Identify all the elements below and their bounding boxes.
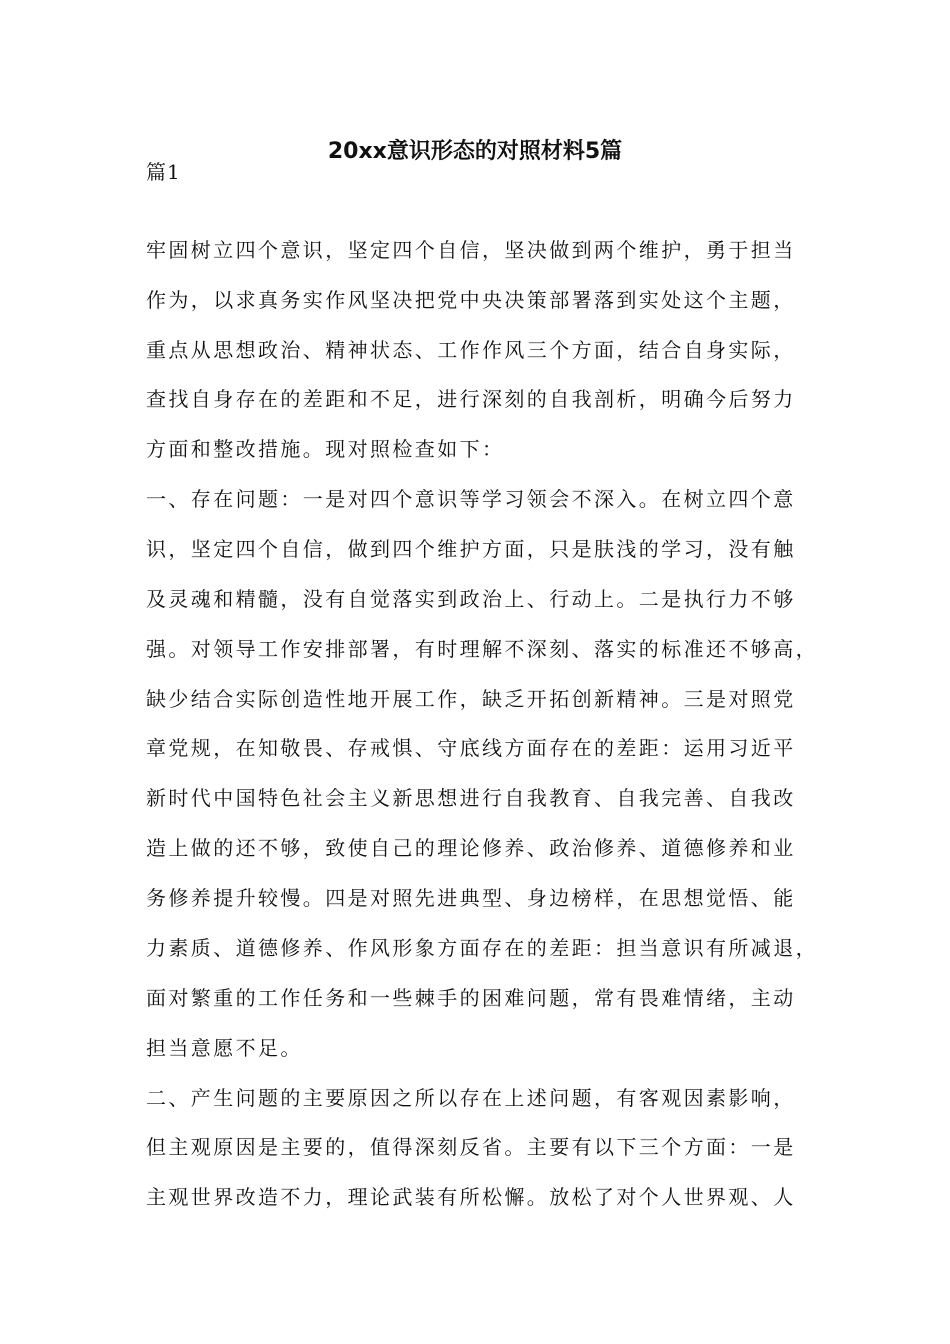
text-line-10: 缺少结合实际创造性地开展工作，缺乏开拓创新精神。三是对照党: [146, 687, 796, 711]
text-line-5: 方面和整改措施。现对照检查如下：: [146, 437, 505, 461]
text-line-8: 及灵魂和精髓，没有自觉落实到政治上、行动上。二是执行力不够: [146, 587, 796, 611]
text-line-12: 新时代中国特色社会主义新思想进行自我教育、自我完善、自我改: [146, 786, 796, 810]
text-line-3: 重点从思想政治、精神状态、工作作风三个方面，结合自身实际，: [146, 338, 796, 362]
text-line-16: 面对繁重的工作任务和一些棘手的困难问题，常有畏难情绪，主动: [146, 986, 796, 1010]
section-label: 篇1: [146, 160, 181, 184]
text-line-1: 牢固树立四个意识，坚定四个自信，坚决做到两个维护，勇于担当: [146, 238, 796, 262]
text-line-7: 识，坚定四个自信，做到四个维护方面，只是肤浅的学习，没有触: [146, 537, 796, 561]
text-line-17: 担当意愿不足。: [146, 1036, 303, 1060]
text-line-18: 二、产生问题的主要原因之所以存在上述问题，有客观因素影响，: [146, 1086, 796, 1110]
text-line-14: 务修养提升较慢。四是对照先进典型、身边榜样，在思想觉悟、能: [146, 886, 796, 910]
text-line-11: 章党规，在知敬畏、存戒惧、守底线方面存在的差距：运用习近平: [146, 736, 796, 760]
text-line-2: 作为，以求真务实作风坚决把党中央决策部署落到实处这个主题，: [146, 288, 796, 312]
document-title: 20xx意识形态的对照材料5篇: [327, 139, 623, 164]
text-line-19: 但主观原因是主要的，值得深刻反省。主要有以下三个方面：一是: [146, 1135, 796, 1159]
text-line-20: 主观世界改造不力，理论武装有所松懈。放松了对个人世界观、人: [146, 1185, 796, 1209]
text-line-4: 查找自身存在的差距和不足，进行深刻的自我剖析，明确今后努力: [146, 387, 796, 411]
text-line-6: 一、存在问题：一是对四个意识等学习领会不深入。在树立四个意: [146, 487, 796, 511]
text-line-9: 强。对领导工作安排部署，有时理解不深刻、落实的标准还不够高，: [146, 637, 818, 661]
text-line-15: 力素质、道德修养、作风形象方面存在的差距：担当意识有所减退，: [146, 936, 818, 960]
text-line-13: 造上做的还不够，致使自己的理论修养、政治修养、道德修养和业: [146, 836, 796, 860]
